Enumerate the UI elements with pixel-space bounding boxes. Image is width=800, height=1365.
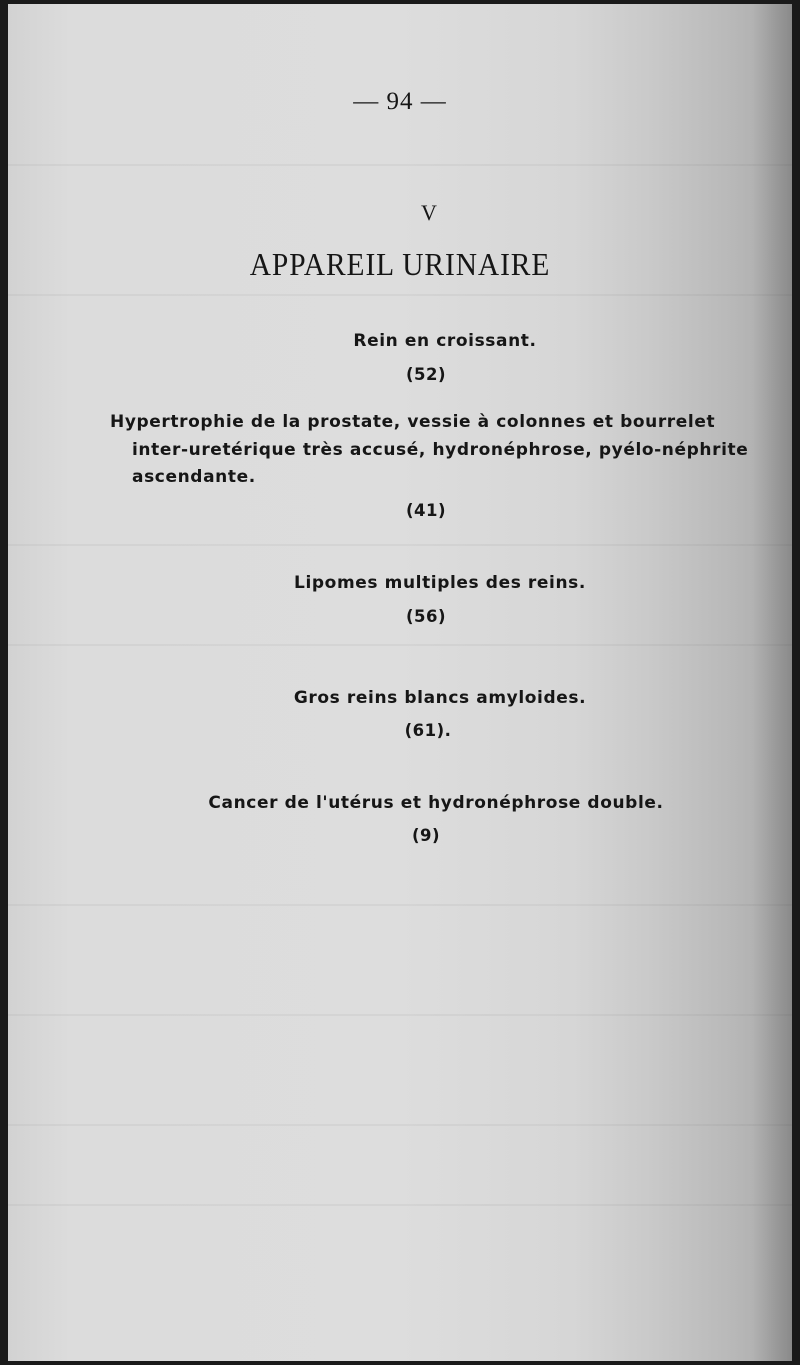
section-numeral: V [421, 200, 437, 225]
show-through-line [8, 1204, 792, 1206]
entry-reference: (61). [404, 721, 452, 740]
entry-title-line: inter-uretérique très accusé, hydronéphrose, pyélo-néphrite [132, 440, 749, 460]
section-title: APPAREIL URINAIRE [249, 246, 551, 282]
show-through-line [8, 1014, 792, 1016]
entry-reference: (52) [405, 365, 447, 384]
entry-title: Rein en croissant. [353, 331, 537, 351]
show-through-line [8, 294, 792, 296]
entry-title-line: Hypertrophie de la prostate, vessie à colonnes et bourrelet [110, 412, 716, 432]
entry-title: Lipomes multiples des reins. [294, 573, 586, 593]
show-through-line [8, 1124, 792, 1126]
entry-title: Gros reins blancs amyloides. [293, 688, 587, 708]
entry-reference: (41) [405, 501, 447, 520]
document-page [8, 4, 792, 1361]
page-number: — 94 — [353, 88, 447, 115]
show-through-line [8, 644, 792, 646]
entry-reference: (9) [411, 826, 441, 845]
entry-title-line: ascendante. [132, 467, 256, 487]
show-through-line [8, 544, 792, 546]
entry-title: Cancer de l'utérus et hydronéphrose double. [208, 793, 664, 813]
entry-reference: (56) [405, 607, 447, 626]
show-through-line [8, 904, 792, 906]
show-through-line [8, 164, 792, 166]
